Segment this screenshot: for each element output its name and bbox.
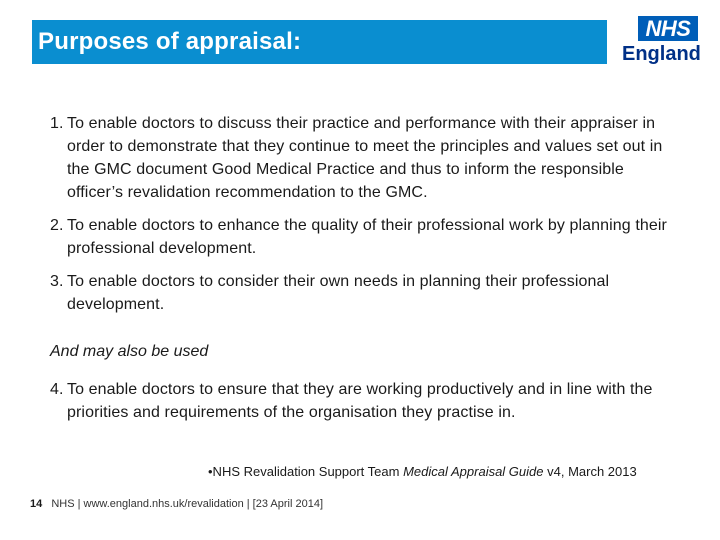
citation-title: Medical Appraisal Guide xyxy=(403,464,544,479)
item-number: 1. xyxy=(50,115,64,132)
citation-suffix: v4, March 2013 xyxy=(543,464,637,479)
nhs-logo-region: England xyxy=(622,43,701,65)
footer-text: NHS | www.england.nhs.uk/revalidation | [23 April 2014] xyxy=(51,498,324,510)
citation-prefix: •NHS Revalidation Support Team xyxy=(208,464,404,479)
list-item xyxy=(50,214,680,260)
page-number: 14 xyxy=(30,498,43,510)
list-item xyxy=(50,112,680,204)
list-item xyxy=(50,270,680,316)
slide-footer xyxy=(30,497,323,511)
additional-purposes-list xyxy=(50,378,680,424)
source-citation xyxy=(208,464,637,480)
item-text: To enable doctors to consider their own needs in planning their professional development. xyxy=(67,273,610,313)
slide-title: Purposes of appraisal: xyxy=(38,28,302,55)
item-text: To enable doctors to discuss their practice and performance with their appraiser in order to demonstrate that they continue to meet the principles and values set out in the GMC document Good Medical Practice and thus to inform the responsible officer’s revalidation recommendation to the GMC. xyxy=(67,115,663,201)
item-text: To enable doctors to ensure that they are working productively and in line with the priorities and requirements of the organisation they practise in. xyxy=(67,381,653,421)
title-bar xyxy=(32,20,607,64)
item-number: 4. xyxy=(50,381,64,398)
purposes-list xyxy=(50,112,680,316)
nhs-logo-mark: NHS xyxy=(638,16,698,41)
item-text: To enable doctors to enhance the quality of their professional work by planning their professional development. xyxy=(67,217,667,257)
list-item xyxy=(50,378,680,424)
item-number: 2. xyxy=(50,217,64,234)
additional-use-heading: And may also be used xyxy=(50,343,209,360)
item-number: 3. xyxy=(50,273,64,290)
